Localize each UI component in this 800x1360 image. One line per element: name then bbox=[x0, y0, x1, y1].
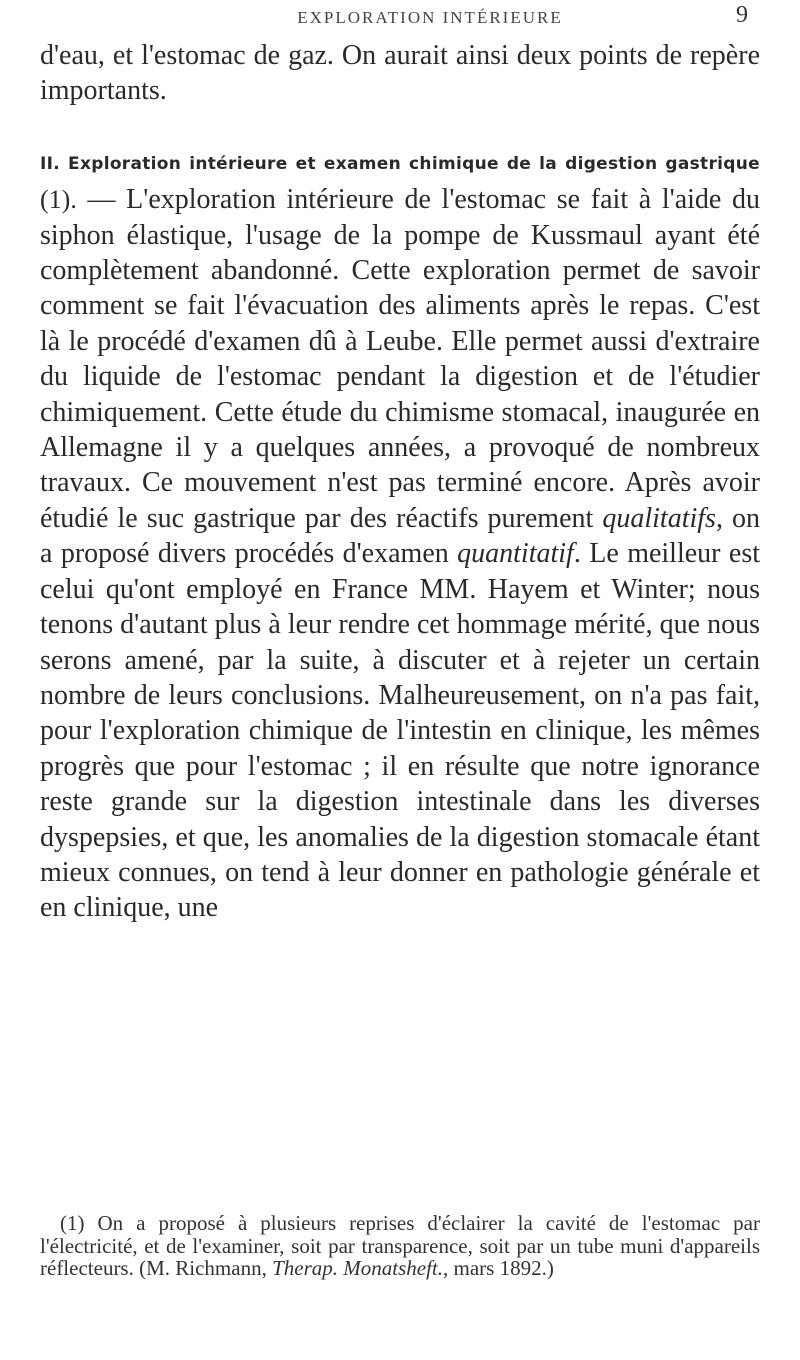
footnote-reference: (1). bbox=[40, 185, 77, 215]
section-text-part-1: — L'exploration intérieure de l'estomac se fait à l'aide du siphon élastique, l'usage de la pompe de Kussmaul ayant été complètement abandonné. Cette exploration permet de savoir comment se fait l'évacuation des aliments après le repas. C'est là le procédé d'examen dû à Leube. Elle permet aussi d'extraire du liquide de l'estomac pendant la digestion et de l'étudier chimiquement. Cette étude du chimisme stomacal, inaugurée en Allemagne il y a quelques années, a provoqué de nombreux travaux. Ce mouvement n'est pas terminé encore. Après avoir étudié le suc gastrique par des réactifs purement bbox=[40, 184, 760, 534]
footnote-text-part-1: (1) On a proposé à plusieurs reprises d'éclairer la cavité de l'estomac par l'électricité, et de l'examiner, soit par transparence, soit par un tube muni d'appareils réflecteurs. (M. Richmann, bbox=[40, 1211, 760, 1280]
body-text bbox=[40, 38, 760, 926]
paragraph-section-ii bbox=[40, 143, 760, 926]
section-text-part-3: . Le meilleur est celui qu'ont employé en France MM. Hayem et Winter; nous tenons d'autant plus à leur rendre cet hommage mérité, que nous serons amené, par la suite, à discuter et à rejeter un certain nombre de leurs conclusions. Malheureusement, on n'a pas fait, pour l'exploration chimique de l'intestin en clinique, les mêmes progrès que pour l'estomac ; il en résulte que notre ignorance reste grande sur la digestion intestinale dans les diverses dyspepsies, et que, les anomalies de la digestion stomacale étant mieux connues, on tend à leur donner en pathologie générale et en clinique, une bbox=[40, 538, 760, 924]
paragraph-continued: d'eau, et l'estomac de gaz. On aurait ainsi deux points de repère importants. bbox=[40, 40, 760, 107]
section-text-part-2: , on a proposé divers procédés d'examen bbox=[40, 502, 761, 570]
footnotes bbox=[40, 1212, 760, 1280]
running-head bbox=[120, 2, 748, 34]
footnote-1 bbox=[40, 1212, 760, 1280]
italic-term-quantitatif: quantitatif bbox=[457, 538, 574, 570]
section-heading: II. Exploration intérieure et examen chimique de la digestion gastrique bbox=[40, 153, 760, 174]
footnote-text-part-2: , mars 1892.) bbox=[443, 1256, 554, 1280]
footnote-journal-title: Therap. Monatsheft. bbox=[272, 1256, 444, 1280]
italic-term-qualitatifs: qualitatifs bbox=[602, 502, 716, 534]
page-number: 9 bbox=[736, 2, 748, 28]
running-title: EXPLORATION INTÉRIEURE bbox=[297, 8, 563, 27]
